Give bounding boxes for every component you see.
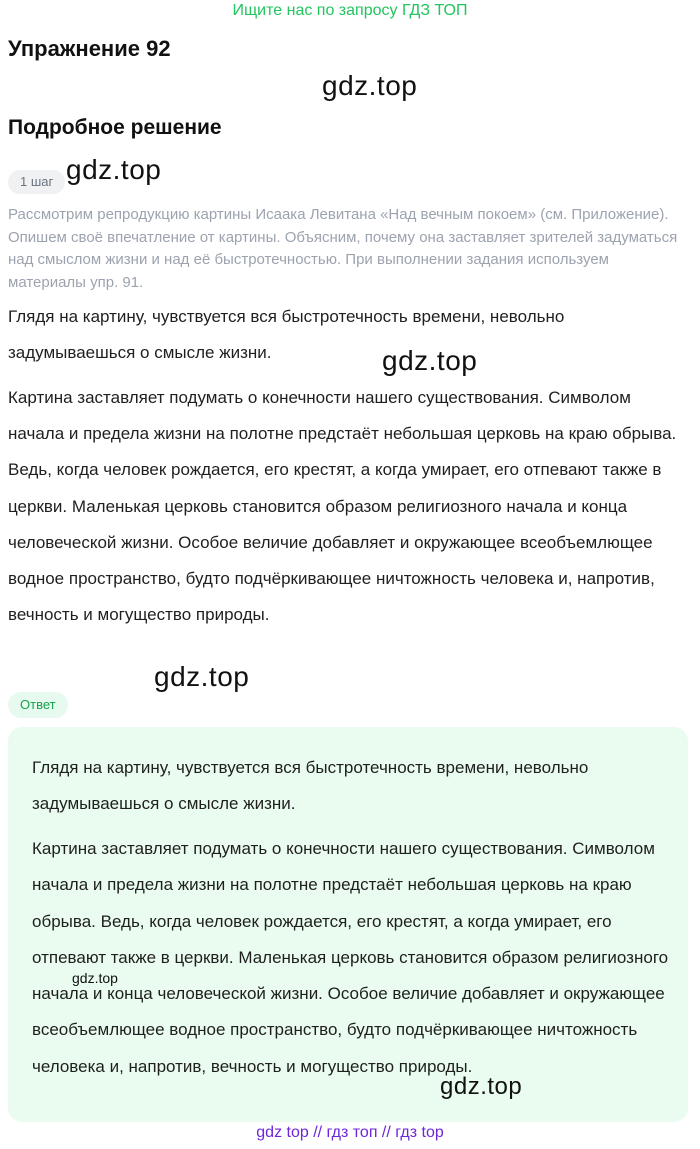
- search-banner: Ищите нас по запросу ГДЗ ТОП: [232, 2, 468, 19]
- step-hint: Рассмотрим репродукцию картины Исаака Левитана «Над вечным покоем» (см. Приложение). Опишем своё впечатление от картины. Объясним, почему она заставляет зрителей задуматься над смыслом жизни и над её быстротечностью. При выполнении задания используем материалы упр. 91.: [8, 206, 678, 291]
- watermark: gdz.top: [440, 1073, 523, 1100]
- watermark: gdz.top: [154, 661, 250, 692]
- watermark: gdz.top: [382, 345, 478, 376]
- solution-paragraph-1: Глядя на картину, чувствуется вся быстротечность времени, невольно задумываешься о смысле жизни.: [8, 307, 565, 363]
- answer-paragraph-2: Картина заставляет подумать о конечности нашего существования. Символом начала и предела жизни на полотне предстаёт небольшая церковь на краю обрыва. Ведь, когда человек рождается, его крестят, а когда умирает, его отпевают также в церкви. Маленькая церковь становится образом религиозного начала и конца человеческой жизни. Особое величие добавляет и окружающее всеобъемлющее водное пространство, будто подчёркивающее ничтожность человека и, напротив, вечность и могущество природы.: [32, 839, 669, 1076]
- solution-paragraph-2: Картина заставляет подумать о конечности нашего существования. Символом начала и предела жизни на полотне предстаёт небольшая церковь на краю обрыва. Ведь, когда человек рождается, его крестят, а когда умирает, его отпевают также в церкви. Маленькая церковь становится образом религиозного начала и конца человеческой жизни. Особое величие добавляет и окружающее всеобъемлющее водное пространство, будто подчёркивающее ничтожность человека и, напротив, вечность и могущество природы.: [8, 388, 677, 625]
- answer-paragraph-1: Глядя на картину, чувствуется вся быстротечность времени, невольно задумываешься о смысле жизни.: [32, 758, 589, 814]
- section-title: Подробное решение: [8, 116, 222, 139]
- watermark: gdz.top: [322, 70, 418, 101]
- watermark: gdz.top: [66, 154, 162, 185]
- exercise-title: Упражнение 92: [8, 36, 171, 61]
- watermark: gdz.top: [72, 970, 118, 986]
- answer-badge: Ответ: [8, 692, 68, 718]
- step-badge: 1 шаг: [8, 170, 65, 194]
- footer-links[interactable]: gdz top // гдз топ // гдз top: [256, 1124, 444, 1141]
